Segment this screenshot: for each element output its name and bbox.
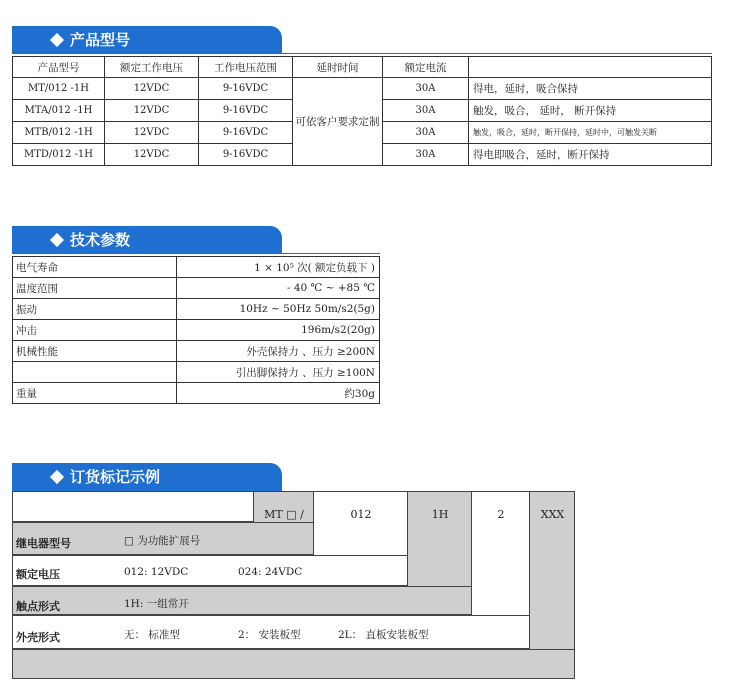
params-table bbox=[12, 256, 380, 404]
cell-delay: 可依客户要求定制 bbox=[293, 78, 383, 166]
cell-desc: 得电即吸合，延时，断开保持 bbox=[469, 144, 712, 166]
table-row bbox=[13, 341, 380, 362]
cell-range: 9-16VDC bbox=[199, 78, 293, 100]
cell-voltage: 12VDC bbox=[105, 144, 199, 166]
column-header: 额定工作电压 bbox=[105, 57, 199, 78]
order-value: 012: 12VDC bbox=[124, 566, 189, 578]
code-extra: XXX bbox=[540, 508, 565, 521]
cell-desc: 触发，吸合，延时，断开保持，延时中，可触发关断 bbox=[469, 122, 712, 144]
order-value: 1H: 一组常开 bbox=[124, 598, 189, 610]
cell-model: MT/012 -1H bbox=[13, 78, 105, 100]
column-header: 工作电压范围 bbox=[199, 57, 293, 78]
section-header-order bbox=[12, 463, 282, 491]
section-header-model bbox=[12, 26, 282, 54]
param-key bbox=[13, 362, 177, 383]
param-key: 电气寿命 bbox=[13, 257, 177, 278]
table-row bbox=[13, 320, 380, 341]
cell-range: 9-16VDC bbox=[199, 100, 293, 122]
order-label: 外壳形式 bbox=[16, 631, 60, 644]
order-value: 024: 24VDC bbox=[238, 566, 303, 578]
table-row bbox=[13, 299, 380, 320]
param-value: 约30g bbox=[177, 383, 380, 404]
cell-model: MTB/012 -1H bbox=[13, 122, 105, 144]
cell-model: MTA/012 -1H bbox=[13, 100, 105, 122]
divider bbox=[12, 649, 575, 650]
column-header: 延时时间 bbox=[293, 57, 383, 78]
divider bbox=[12, 253, 380, 254]
column-header: 额定电流 bbox=[383, 57, 469, 78]
table-row bbox=[13, 278, 380, 299]
table-row bbox=[13, 78, 712, 100]
column-header: 产品型号 bbox=[13, 57, 105, 78]
param-value: - 40 ℃ ~ +85 ℃ bbox=[177, 278, 380, 299]
cell-voltage: 12VDC bbox=[105, 78, 199, 100]
cell-current: 30A bbox=[383, 100, 469, 122]
cell-current: 30A bbox=[383, 122, 469, 144]
section-title: 订货标记示例 bbox=[70, 468, 161, 486]
section-title: 技术参数 bbox=[70, 231, 131, 249]
table-row bbox=[13, 257, 380, 278]
code-voltage: 012 bbox=[350, 508, 372, 521]
cell-current: 30A bbox=[383, 78, 469, 100]
cell-range: 9-16VDC bbox=[199, 122, 293, 144]
diamond-icon bbox=[50, 233, 64, 247]
divider bbox=[12, 555, 408, 556]
order-label: 触点形式 bbox=[16, 600, 60, 613]
param-value: 引出脚保持力 、压力 ≥100N bbox=[177, 362, 380, 383]
order-label: 继电器型号 bbox=[16, 537, 71, 550]
order-value: 2： 安装板型 bbox=[238, 629, 301, 641]
table-header-row bbox=[13, 57, 712, 78]
param-key: 机械性能 bbox=[13, 341, 177, 362]
param-key: 重量 bbox=[13, 383, 177, 404]
param-key: 冲击 bbox=[13, 320, 177, 341]
code-prefix: MT □ / bbox=[264, 508, 304, 521]
column-header bbox=[469, 57, 712, 78]
param-key: 振动 bbox=[13, 299, 177, 320]
cell-desc: 得电，延时，吸合保持 bbox=[469, 78, 712, 100]
param-value: 196m/s2(20g) bbox=[177, 320, 380, 341]
model-table bbox=[12, 56, 712, 166]
cell-voltage: 12VDC bbox=[105, 100, 199, 122]
order-box-step bbox=[12, 491, 254, 522]
section-title: 产品型号 bbox=[70, 31, 131, 49]
param-key: 温度范围 bbox=[13, 278, 177, 299]
code-contact: 1H bbox=[431, 508, 449, 521]
order-label: 额定电压 bbox=[16, 568, 60, 581]
param-value: 1 × 10⁵ 次( 额定负载下 ) bbox=[177, 257, 380, 278]
diamond-icon bbox=[50, 33, 64, 47]
cell-voltage: 12VDC bbox=[105, 122, 199, 144]
order-example bbox=[12, 491, 575, 679]
cell-current: 30A bbox=[383, 144, 469, 166]
order-value: 无： 标准型 bbox=[124, 629, 180, 641]
divider bbox=[12, 615, 530, 616]
param-value: 10Hz ~ 50Hz 50m/s2(5g) bbox=[177, 299, 380, 320]
cell-desc: 触发，吸合， 延时， 断开保持 bbox=[469, 100, 712, 122]
code-case: 2 bbox=[497, 508, 505, 521]
cell-model: MTD/012 -1H bbox=[13, 144, 105, 166]
divider bbox=[12, 53, 712, 54]
table-row bbox=[13, 383, 380, 404]
cell-range: 9-16VDC bbox=[199, 144, 293, 166]
diamond-icon bbox=[50, 470, 64, 484]
divider bbox=[12, 586, 472, 587]
order-value: □ 为功能扩展号 bbox=[124, 535, 201, 547]
order-value: 2L： 直板安装板型 bbox=[338, 629, 429, 641]
param-value: 外壳保持力 、压力 ≥200N bbox=[177, 341, 380, 362]
section-header-params bbox=[12, 226, 282, 254]
table-row bbox=[13, 362, 380, 383]
